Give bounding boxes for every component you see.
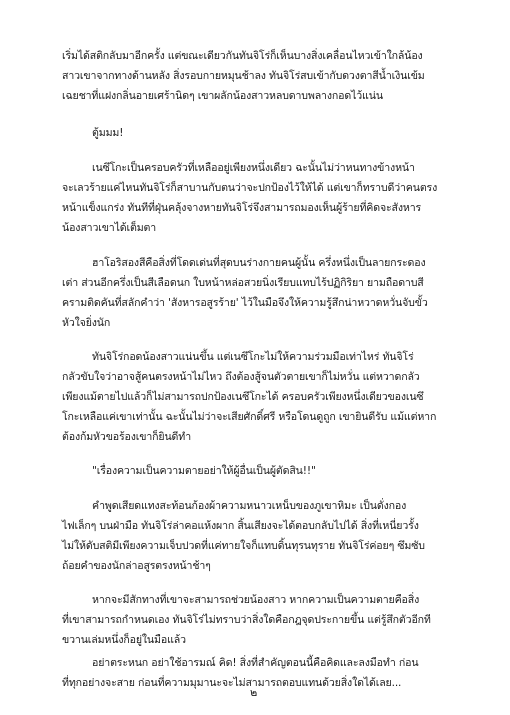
text-line: อย่าตระหนก อย่าใช้อารมณ์ คิด! สิ่งที่สำคัญตอนนี้คือคิดและลงมือทำ ก่อน	[92, 657, 419, 669]
text-line: เต่า ส่วนอีกครึ่งเป็นสีเลือดนก ใบหน้าหล่อสวยนิ่งเรียบแทบไร้ปฏิกิริยา ยามถือดาบสี	[62, 277, 424, 289]
text-line: เริ่มได้สติกลับมาอีกครั้ง แต่ขณะเดียวกันทันจิโร่ก็เห็นบางสิ่งเคลื่อนไหวเข้าใกล้น้อง	[62, 50, 423, 62]
text-line: ต้องก้มหัวขอร้องเขาก็ยินดีทำ	[62, 431, 192, 443]
text-line: หัวใจยิ่งนัก	[62, 317, 111, 329]
text-line: ไม่ให้ดับสติมีเพียงความเจ็บปวดที่แค่ทายใจก็แทบดิ้นทุรนทุราย ทันจิโร่ค่อยๆ ซึมซับ	[62, 540, 425, 552]
text-line: เพียงแม้ตายไปแล้วก็ไม่สามารถปกป้องเนซึโกะได้ ครอบครัวเพียงหนึ่งเดียวของเนซึ	[62, 391, 424, 403]
text-line: ทันจิโร่กอดน้องสาวแน่นขึ้น แต่เนซึโกะไม่ให้ความร่วมมือเท่าไหร่ ทันจิโร่	[92, 351, 414, 363]
text-line: เนซึโกะเป็นครอบครัวที่เหลืออยู่เพียงหนึ่งเดียว ฉะนั้นไม่ว่าหนทางข้างหน้า	[92, 162, 415, 174]
text-line: หน้าแข็งแกร่ง ทันทีที่ฝุ่นคลุ้งจางหายทันจิโร่จึงสามารถมองเห็นผู้ร้ายที่คิดจะสังหาร	[62, 202, 422, 214]
page-number: ๒	[250, 686, 258, 699]
text-line: น้องสาวเขาได้เต็มตา	[62, 222, 157, 234]
text-line: ที่ทุกอย่างจะสาย ก่อนที่ความมุมานะจะไม่สามารถตอบแทนด้วยสิ่งใดได้เลย...	[62, 677, 402, 689]
text-line: "เรื่องความเป็นความตายอย่าให้ผู้อื่นเป็นผู้ตัดสิน!!"	[92, 465, 316, 477]
text-line: ไฟเล็กๆ บนฝ่ามือ ทันจิโร่ล่าคอแห้งผาก สิ้นเสียงจะได้ตอบกลับไปได้ สิ่งที่เหนี่ยวรั้ง	[62, 520, 419, 532]
text-line: ตู้มมม!	[92, 127, 124, 139]
text-line: ถ้อยคำของนักล่าอสูรตรงหน้าช้าๆ	[62, 560, 211, 572]
text-line: ครามติดคันที่สลักคำว่า 'สังหารอสูรร้าย' ไว้ในมือจึงให้ความรู้สึกน่าหวาดหวั่นจับขั้ว	[62, 297, 428, 309]
text-line: คำพูดเสียดแทงสะท้อนก้องผ้าความหนาวเหน็บของภูเขาหิมะ เป็นดั่งกอง	[92, 500, 407, 512]
text-line: จะเลวร้ายแค่ไหนทันจิโร่ก็สาบานกับตนว่าจะปกป้องไว้ให้ได้ แต่เขาก็ทราบดีว่าคนตรง	[62, 182, 438, 194]
text-line: หากจะมีสักทางที่เขาจะสามารถช่วยน้องสาว หากความเป็นความตายคือสิ่ง	[92, 594, 420, 606]
text-line: ที่เขาสามารถกำหนดเอง ทันจิโร่ไม่ทราบว่าสิ่งใดคือกฎจุดประกายขึ้น แต่รู้สึกตัวอีกที	[62, 614, 431, 626]
text-line: สาวเขาจากทางด้านหลัง สิ่งรอบกายหมุนช้าลง ทันจิโร่สบเข้ากับดวงตาสีน้ำเงินเข้ม	[62, 70, 425, 82]
text-line: โกะเหลือแค่เขาเท่านั้น ฉะนั้นไม่ว่าจะเสียศักดิ์ศรี หรือโดนดูถูก เขายินดีรับ แม้แต่หาก	[62, 411, 437, 423]
text-line: ขวานเล่มหนึ่งก็อยู่ในมือแล้ว	[62, 634, 186, 646]
text-line: กลัวขับใจว่าอาจสู้คนตรงหน้าไม่ไหว ถึงต้องสู้จนตัวตายเขาก็ไม่หวั่น แต่หวาดกลัว	[62, 371, 420, 383]
text-line: เฉยชาที่แฝงกลิ่นอายเศร้านิดๆ เขาผลักน้องสาวหลบดาบพลางกอดไว้แน่น	[62, 90, 383, 102]
text-line: ฮาโอริสองสีคือสิ่งที่โดดเด่นที่สุดบนร่างกายคนผู้นั้น ครึ่งหนึ่งเป็นลายกระดอง	[92, 257, 426, 269]
